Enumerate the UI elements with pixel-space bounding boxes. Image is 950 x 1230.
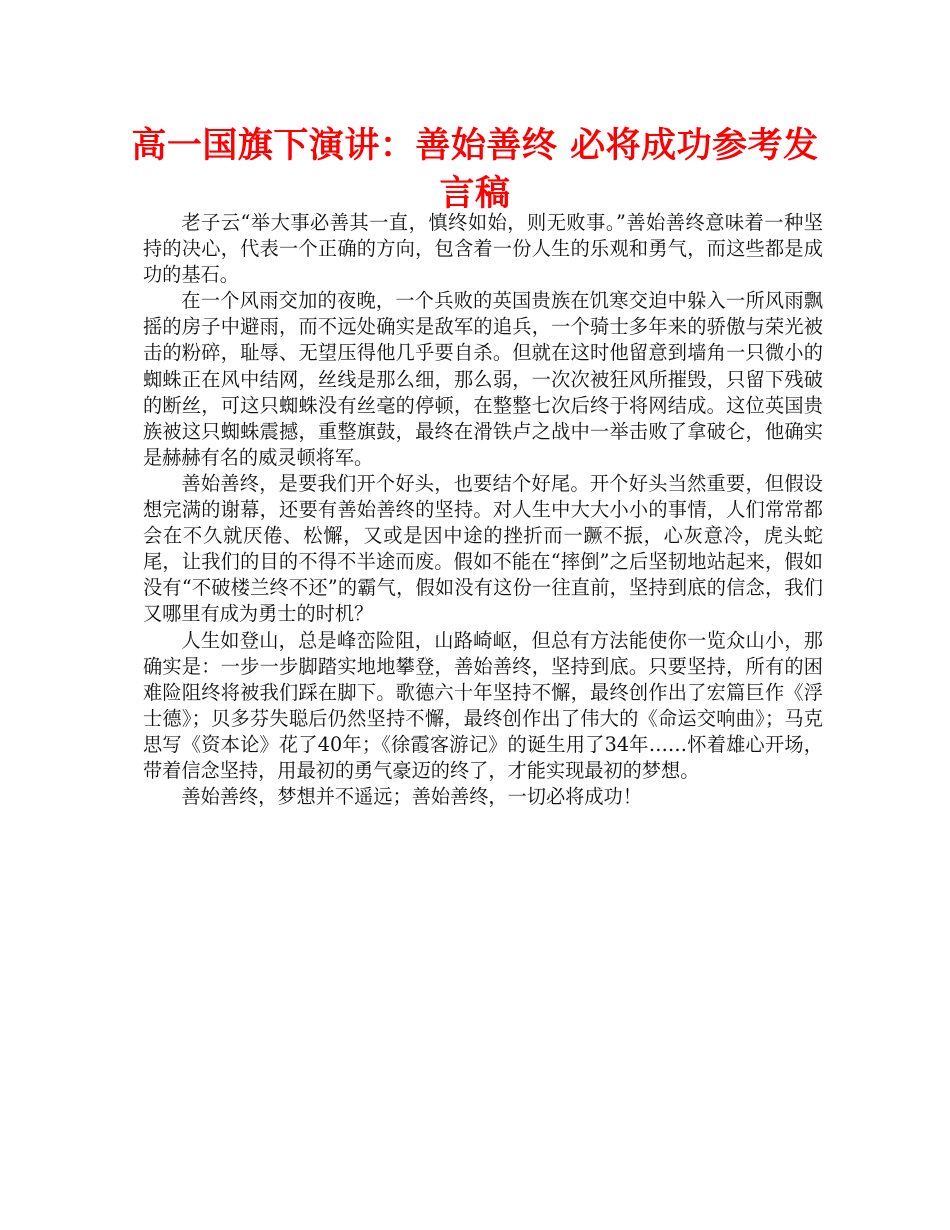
paragraph: 人生如登山，总是峰峦险阻，山路崎岖，但总有方法能使你一览众山小，那确实是：一步一步脚踏实地地攀登，善始善终，坚持到底。只要坚持，所有的困难险阻终将被我们踩在脚下。歌德六十年坚持不懈，最终创作出了宏篇巨作《浮士德》；贝多芬失聪后仍然坚持不懈，最终创作出了伟大的《命运交响曲》；马克思写《资本论》花了40年；《徐霞客游记》的诞生用了34年……怀着雄心开场，带着信念坚持，用最初的勇气豪迈的终了，才能实现最初的梦想。 [143, 628, 823, 782]
paragraph: 老子云“举大事必善其一直，慎终如始，则无败事。”善始善终意味着一种坚持的决心，代表一个正确的方向，包含着一份人生的乐观和勇气，而这些都是成功的基石。 [143, 211, 823, 287]
paragraph: 善始善终，梦想并不遥远；善始善终，一切必将成功！ [181, 785, 642, 809]
paragraph: 善始善终，是要我们开个好头，也要结个好尾。开个好头当然重要，但假设想完满的谢幕，还要有善始善终的坚持。对人生中大大小小的事情，人们常常都会在不久就厌倦、松懈，又或是因中途的挫折而一蹶不振，心灰意冷，虎头蛇尾，让我们的目的不得不半途而废。假如不能在“摔倒”之后坚韧地站起来，假如没有“不破楼兰终不还”的霸气，假如没有这份一往直前，坚持到底的信念，我们又哪里有成为勇士的时机？ [143, 471, 823, 626]
document-title: 高一国旗下演讲：善始善终 必将成功参考发言稿 [131, 126, 819, 214]
paragraph: 在一个风雨交加的夜晚，一个兵败的英国贵族在饥寒交迫中躲入一所风雨飘摇的房子中避雨，而不远处确实是敌军的追兵，一个骑士多年来的骄傲与荣光被击的粉碎，耻辱、无望压得他几乎要自杀。但就在这时他留意到墙角一只微小的蜘蛛正在风中结网，丝线是那么细，那么弱，一次次被狂风所摧毁，只留下残破的断丝，可这只蜘蛛没有丝毫的停顿，在整整七次后终于将网结成。这位英国贵族被这只蜘蛛震撼，重整旗鼓，最终在滑铁卢之战中一举击败了拿破仑，他确实是赫赫有名的威灵顿将军。 [143, 289, 823, 469]
document-body [143, 210, 823, 810]
